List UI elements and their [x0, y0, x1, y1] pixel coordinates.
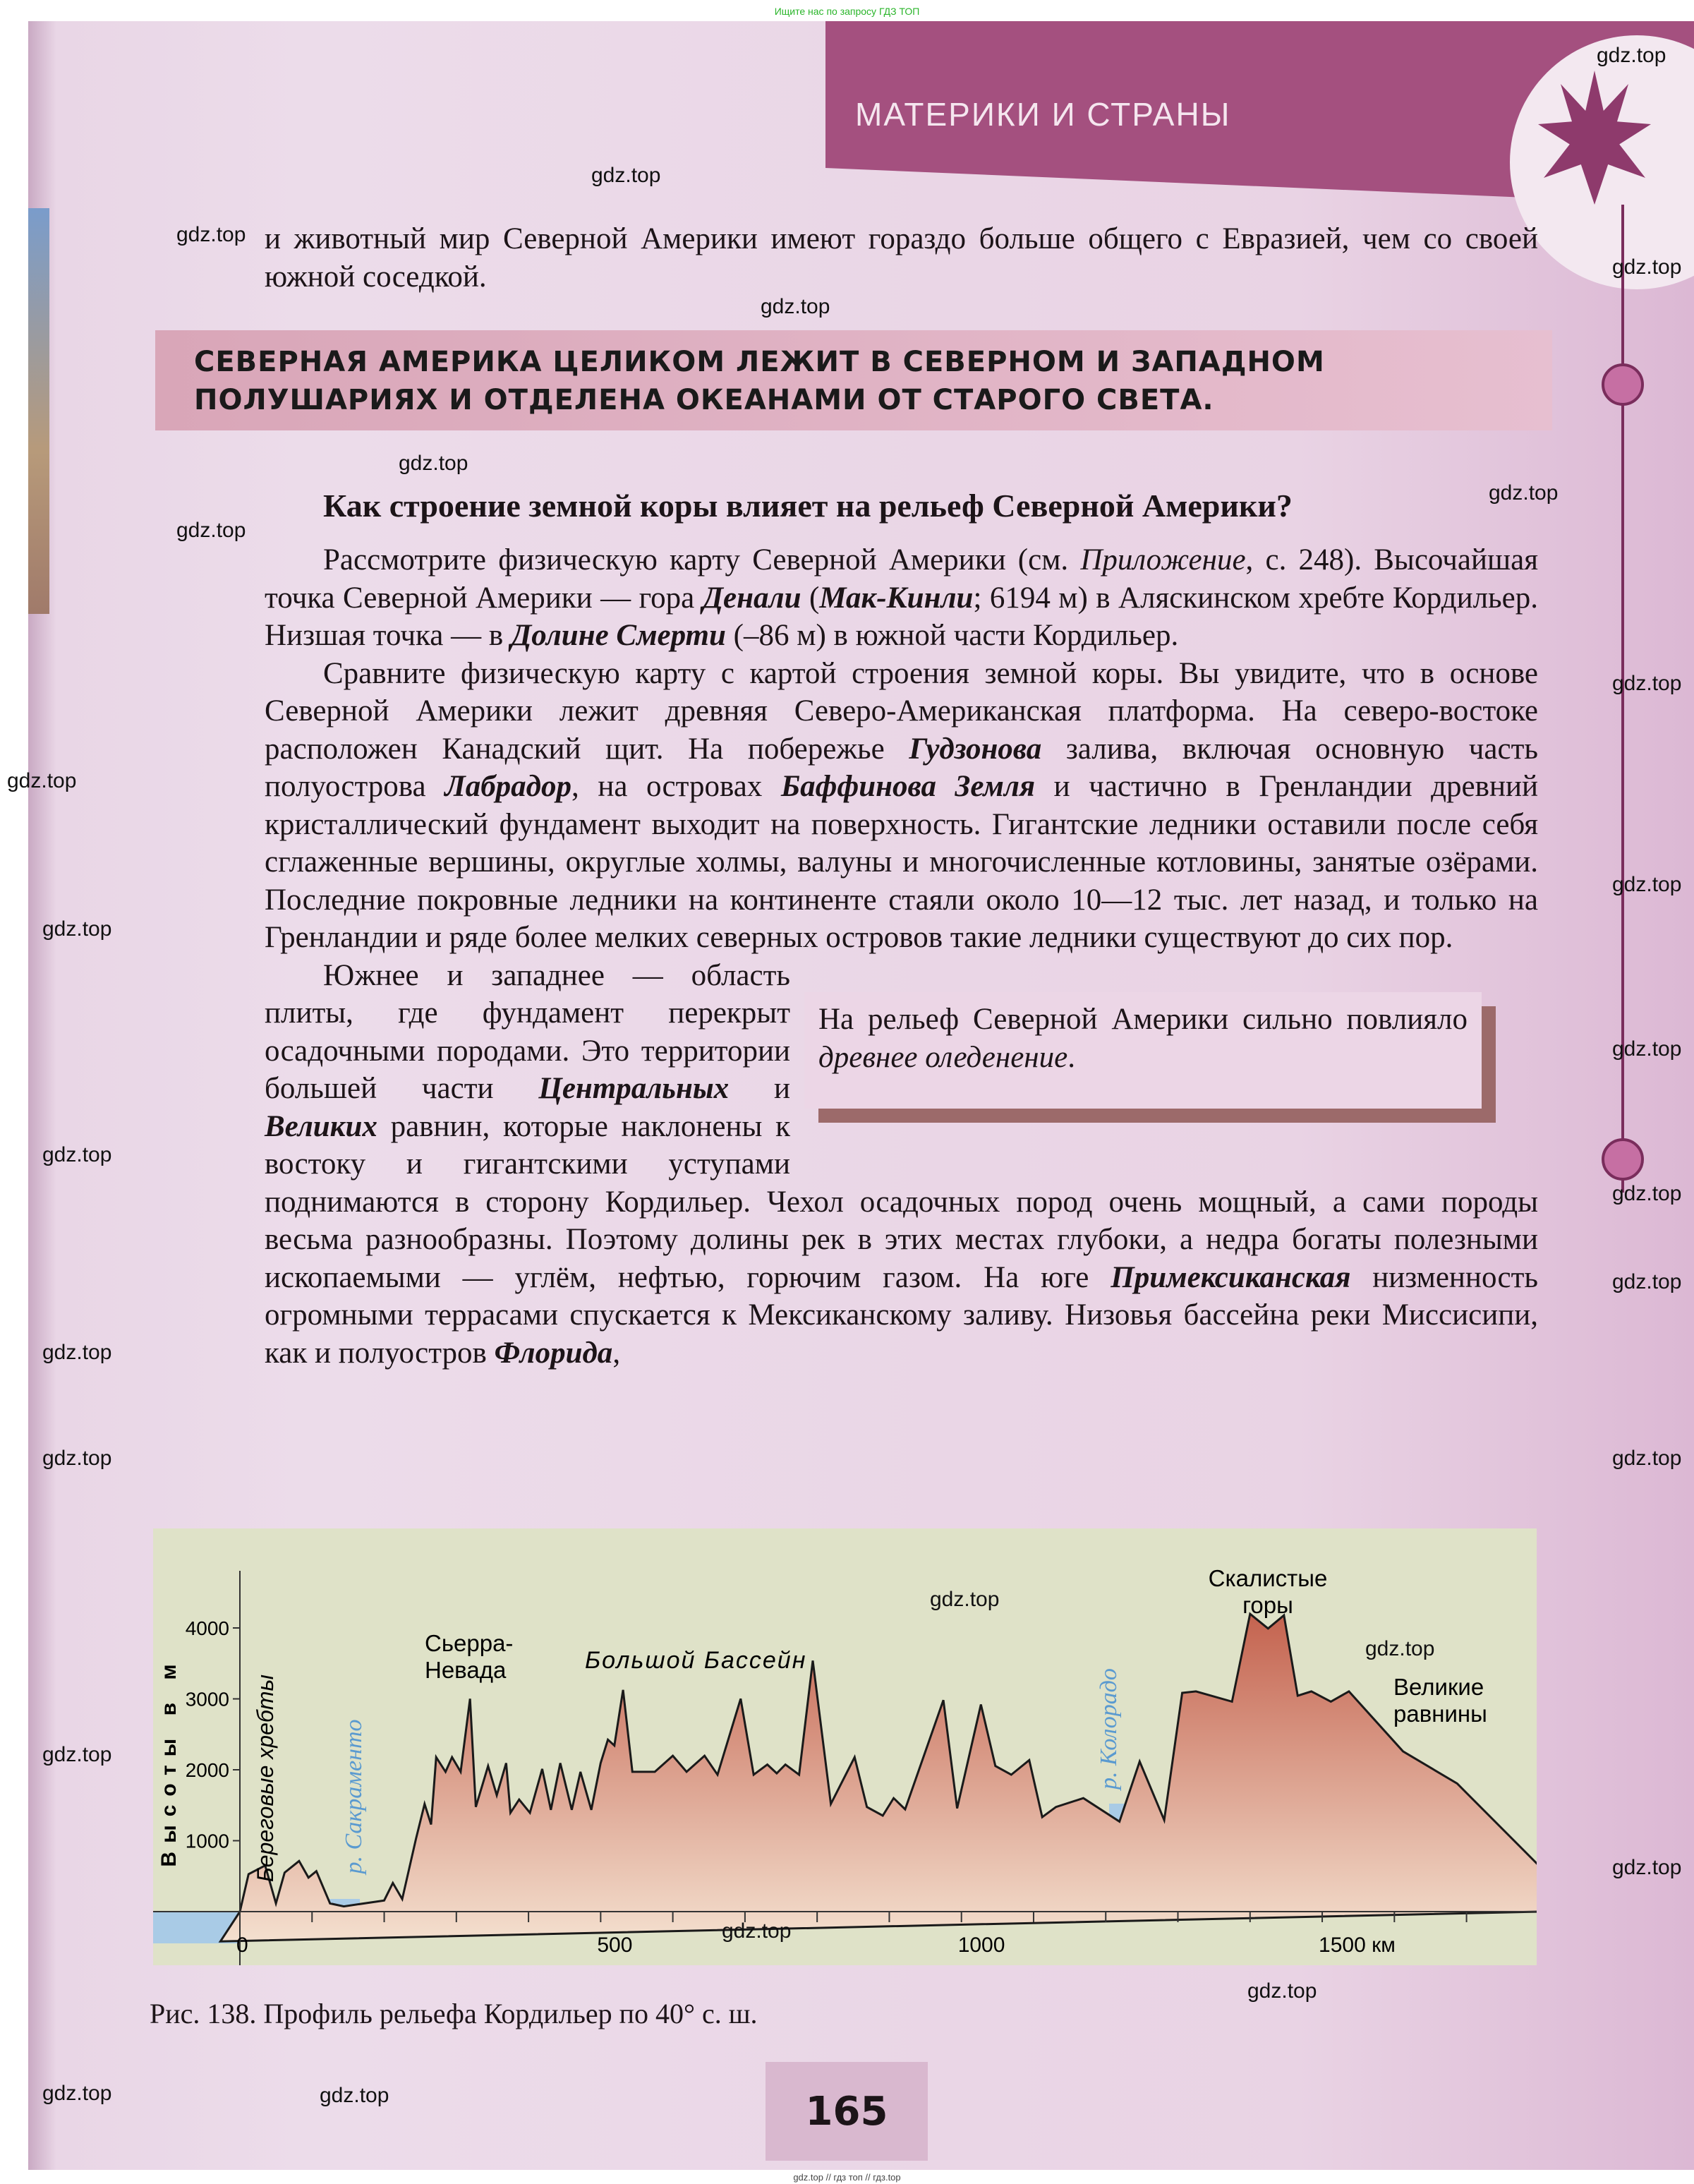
watermark: gdz.top	[1612, 672, 1682, 695]
text-run: Южнее и западнее — область плиты, где фундамент перекрыт осадочными породами. Это территории большей части	[265, 958, 790, 1105]
bullet-dot-icon	[1602, 363, 1644, 406]
text-run: равнин, которые наклонены к востоку и гигантскими уступами поднимаются в сторону Кордильер. Чехол осадочных пород очень мощный, а сами породы весьма разнообразны. Поэтому долины рек в этих местах глубоки, а недра богаты полезными ископаемыми — углём, нефтью, горючим газом. На юге	[265, 1109, 1538, 1294]
watermark: gdz.top	[1612, 1856, 1682, 1879]
watermark: gdz.top	[1612, 1447, 1682, 1470]
watermark: gdz.top	[42, 1143, 112, 1166]
highlighted-term: Лабрадор	[444, 770, 571, 803]
watermark: gdz.top	[930, 1588, 1000, 1611]
watermark: gdz.top	[399, 452, 468, 475]
bottom-note: gdz.top // гдз топ // гдз.top	[793, 2172, 901, 2183]
watermark: gdz.top	[176, 519, 246, 542]
text-run: ; 6194 м) в Аляскинском хребте Кордильер. Низшая точка — в	[265, 581, 1538, 652]
highlighted-term: Денали	[702, 581, 801, 615]
highlighted-term: древнее оледенение	[818, 1040, 1068, 1074]
watermark: gdz.top	[7, 769, 77, 792]
watermark: gdz.top	[1612, 255, 1682, 279]
body-text	[265, 541, 1538, 1372]
sidebox-float	[790, 957, 1538, 1183]
text-run: и	[729, 1072, 791, 1105]
highlighted-term: Центральных	[538, 1072, 730, 1105]
bullet-dot-icon	[1602, 1138, 1644, 1181]
label-sacramento-river: р. Сакраменто	[341, 1719, 367, 1874]
text-run: низменность огромными террасами спускается к Мексиканскому заливу. Низовья бассейна реки Миссисипи, как и полуостров	[265, 1260, 1539, 1370]
text-run: (–86 м) в южной части Кордильер.	[725, 619, 1179, 652]
watermark: gdz.top	[1489, 481, 1559, 505]
label-great-plains: Великие равнины	[1393, 1674, 1487, 1727]
y-tick-label: 4000	[185, 1617, 229, 1639]
text-run: , на островах	[571, 770, 781, 803]
watermark: gdz.top	[591, 164, 661, 187]
x-tick-label: 1000	[957, 1933, 1005, 1957]
watermark: gdz.top	[176, 223, 246, 246]
watermark: gdz.top	[42, 1341, 112, 1364]
watermark: gdz.top	[1612, 873, 1682, 896]
text-run: На рельеф Северной Америки сильно повлияло	[818, 1002, 1468, 1036]
highlighted-term: Гудзонова	[909, 732, 1042, 766]
section-heading: Как строение земной коры влияет на рельеф Северной Америки?	[323, 488, 1293, 524]
text-run: залива, включая основную часть полуострова	[265, 732, 1538, 803]
text-run: (	[801, 581, 820, 615]
text-run: Сравните физическую карту с картой строения земной коры. Вы увидите, что в основе Северной Америки лежит древняя Северо-Американская платформа. На северо-востоке расположен Канадский щит. На побережье	[265, 656, 1538, 766]
y-tick-label: 3000	[185, 1688, 229, 1711]
paragraph	[265, 655, 1538, 957]
top-note: Ищите нас по запросу ГДЗ ТОП	[774, 6, 920, 17]
text-run: и частично в Гренландии древний кристаллический фундамент выходит на поверхность. Гигантские ледники оставили после себя сглаженные вершины, округлые холмы, валуны и многочисленные котловины, занятые озёрами. Последние покровные ледники на континенте стаяли около 10—12 тыс. лет назад, и только на Гренландии и ряде более мелких северных островов такие ледники существуют до сих пор.	[265, 770, 1538, 954]
paragraph	[265, 541, 1538, 655]
intro-text: и животный мир Северной Америки имеют гораздо больше общего с Евразией, чем со своей южной соседкой.	[265, 222, 1538, 294]
watermark: gdz.top	[761, 295, 830, 318]
highlighted-term: Приложение	[1080, 543, 1246, 577]
section-title: МАТЕРИКИ И СТРАНЫ	[855, 96, 1231, 133]
relief-profile-figure	[153, 1528, 1537, 1965]
label-great-basin: Большой Бассейн	[585, 1647, 807, 1674]
label-coast-ranges: Береговые хребты	[253, 1674, 278, 1883]
highlighted-term: Флорида	[494, 1336, 613, 1370]
x-tick-label: 1500 км	[1319, 1933, 1396, 1957]
facing-page-photo	[28, 208, 49, 614]
y-tick-label: 2000	[185, 1759, 229, 1781]
x-tick-label: 0	[236, 1933, 248, 1957]
watermark: gdz.top	[320, 2084, 389, 2107]
watermark: gdz.top	[1597, 44, 1666, 67]
page-number: 165	[766, 2062, 928, 2161]
highlighted-term: Долине Смерти	[510, 619, 726, 652]
label-sierra-nevada: Сьерра-Невада	[425, 1630, 514, 1683]
watermark: gdz.top	[42, 917, 112, 941]
watermark: gdz.top	[42, 2082, 112, 2105]
highlighted-term: Мак-Кинли	[819, 581, 974, 615]
watermark: gdz.top	[1612, 1270, 1682, 1293]
text-run: .	[1067, 1040, 1075, 1074]
land-profile	[220, 1614, 1537, 1941]
sidebox-note	[804, 992, 1482, 1109]
y-tick-label: 1000	[185, 1830, 229, 1852]
watermark: gdz.top	[722, 1919, 792, 1943]
watermark: gdz.top	[1365, 1637, 1435, 1660]
profile-svg	[153, 1528, 1537, 1965]
watermark: gdz.top	[1612, 1037, 1682, 1061]
x-tick-label: 500	[597, 1933, 633, 1957]
text-run: Рассмотрите физическую карту Северной Америки (см.	[323, 543, 1081, 577]
label-colorado-river: р. Колорадо	[1096, 1668, 1122, 1790]
watermark: gdz.top	[1612, 1182, 1682, 1205]
label-rocky-mountains: Скалистые горы	[1208, 1565, 1328, 1618]
highlighted-term: Великих	[265, 1109, 377, 1143]
figure-caption: Рис. 138. Профиль рельефа Кордильер по 40° с. ш.	[150, 1998, 758, 2029]
y-axis-label: Высоты в м	[157, 1655, 181, 1867]
key-statement: СЕВЕРНАЯ АМЕРИКА ЦЕЛИКОМ ЛЕЖИТ В СЕВЕРНОМ И ЗАПАДНОМ ПОЛУШАРИЯХ И ОТДЕЛЕНА ОКЕАНАМИ ОТ СТАРОГО СВЕТА.	[155, 330, 1552, 430]
watermark: gdz.top	[42, 1447, 112, 1470]
highlighted-term: Баффинова Земля	[780, 770, 1036, 803]
text-run: ,	[612, 1336, 621, 1370]
watermark: gdz.top	[42, 1743, 112, 1766]
watermark: gdz.top	[1247, 1979, 1317, 2003]
text-run: , с. 248). Высочайшая точка Северной Америки — гора	[265, 543, 1538, 615]
highlighted-term: Примексиканская	[1111, 1260, 1351, 1294]
